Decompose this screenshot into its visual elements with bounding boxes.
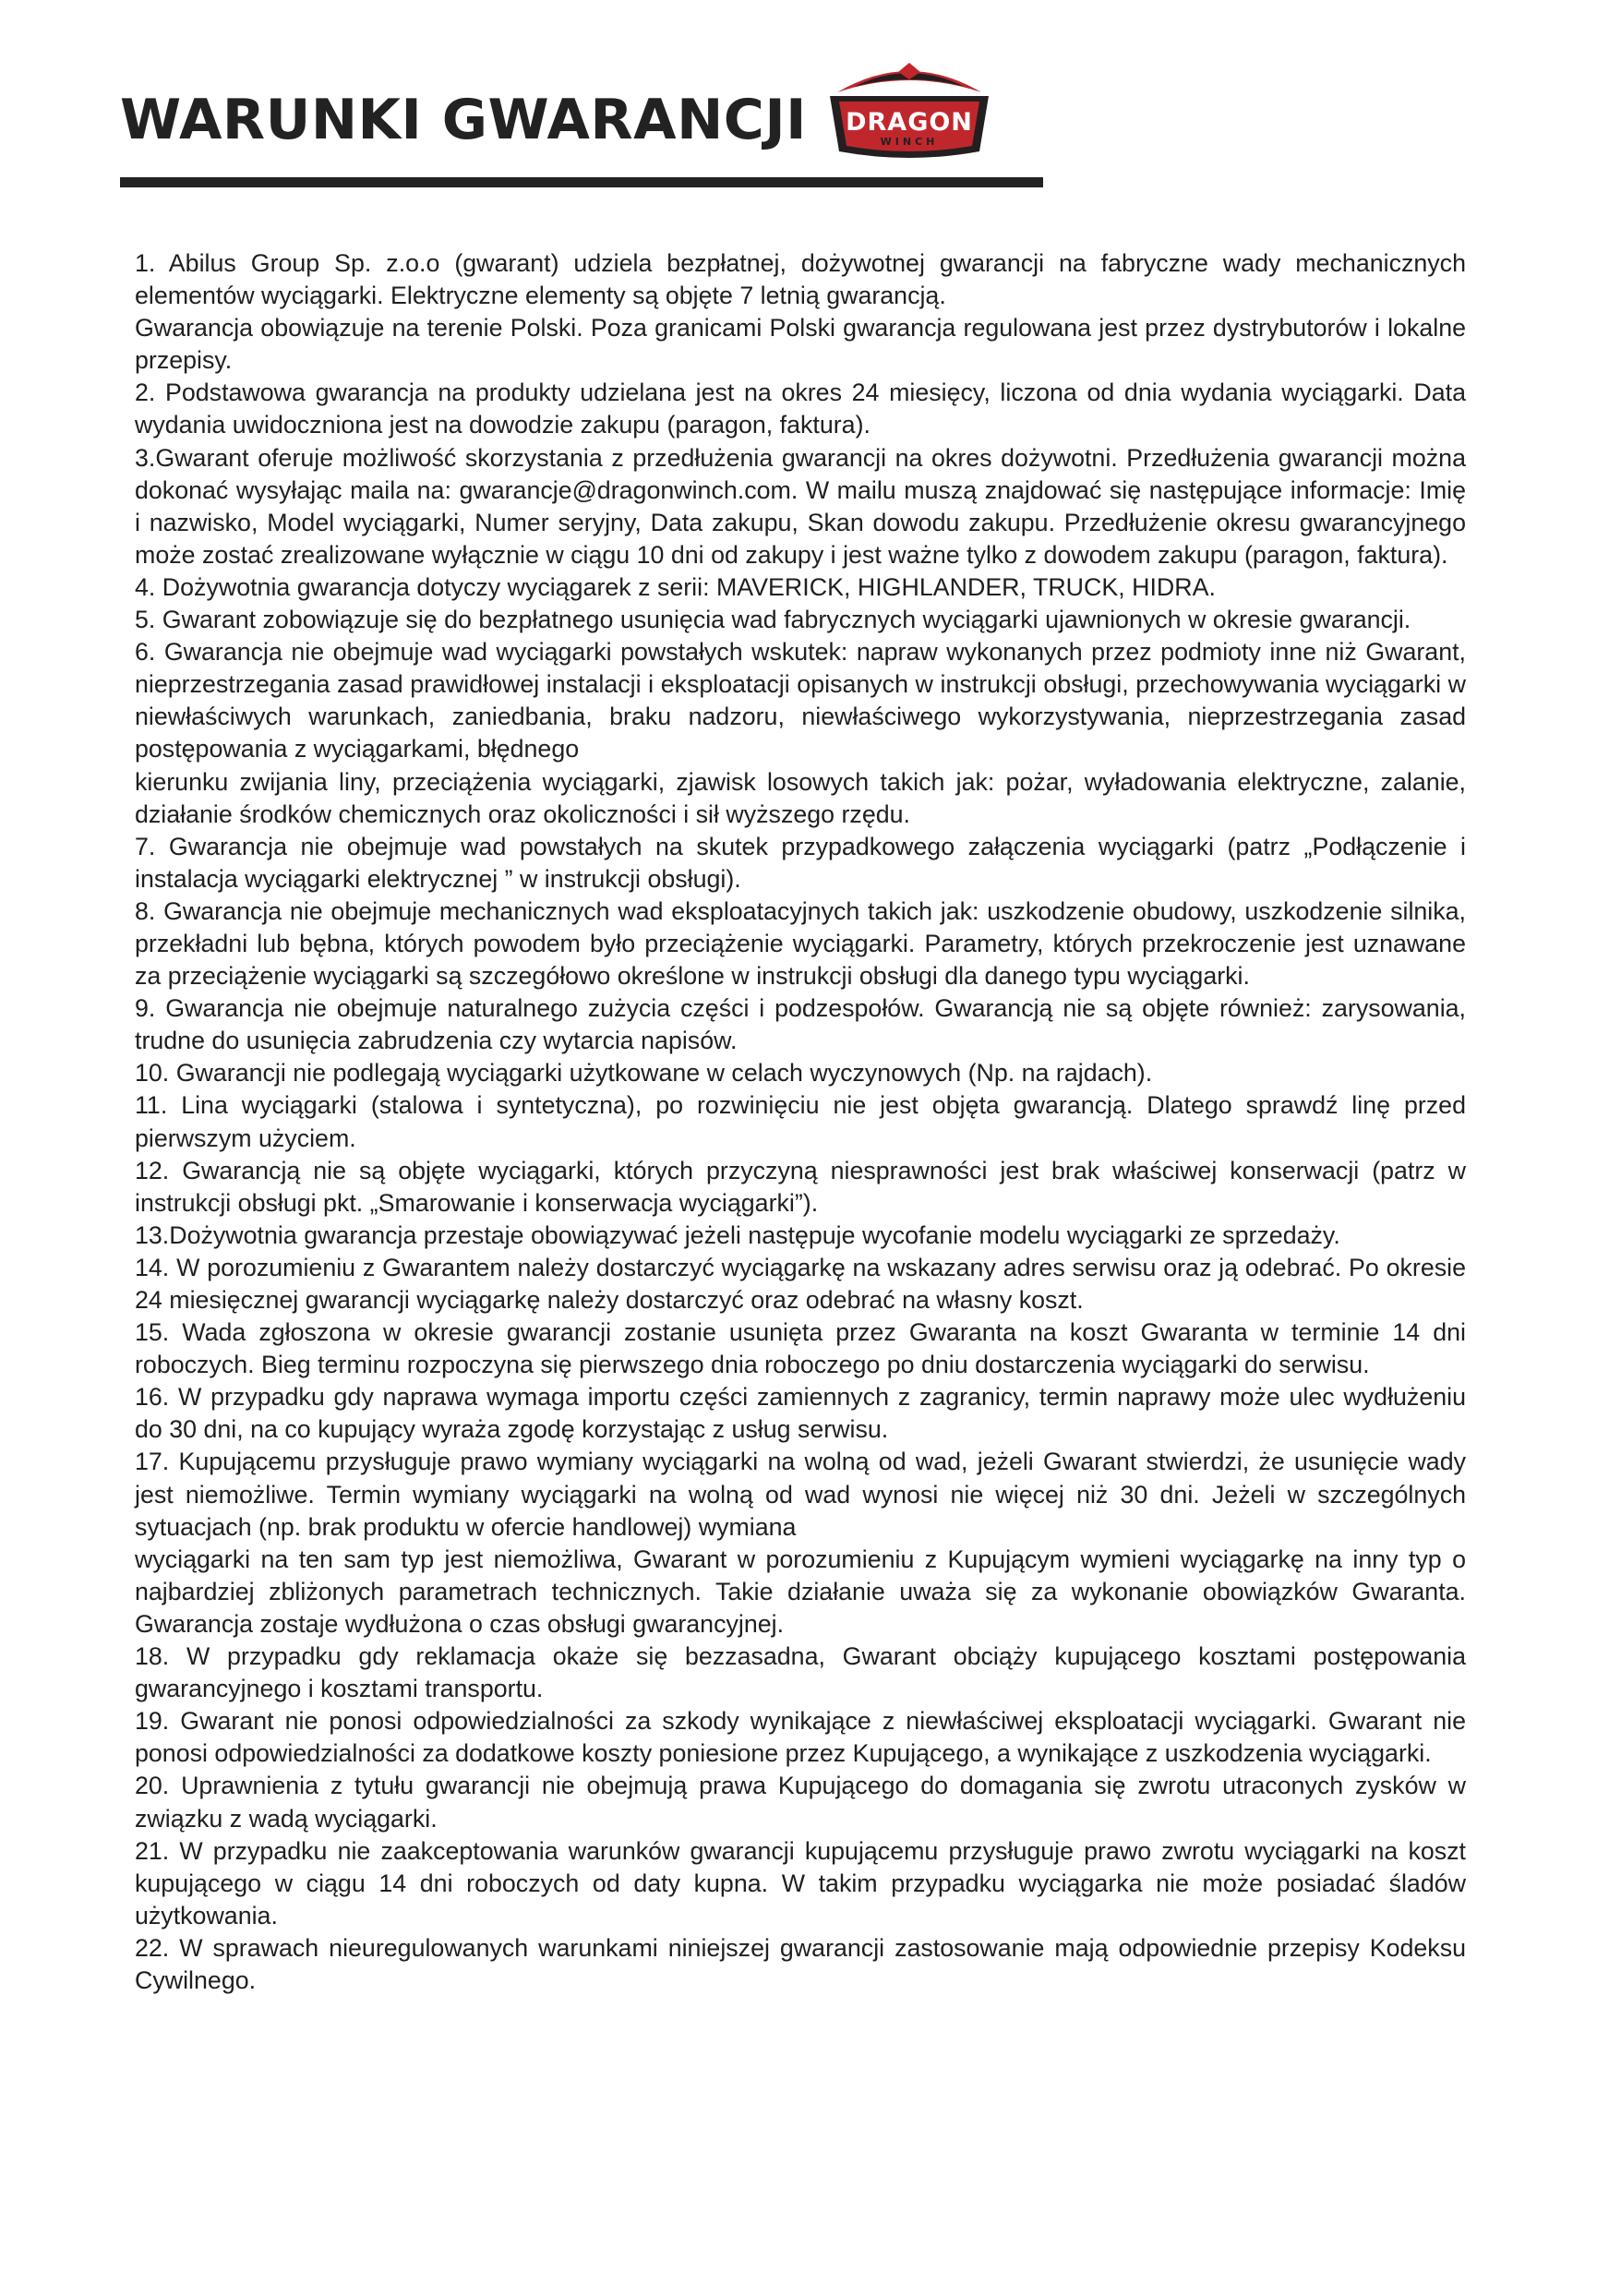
- clause-16: 16. W przypadku gdy naprawa wymaga importu części zamiennych z zagranicy, termin naprawy może ulec wydłużeniu do 30 dni, na co kupujący wyraża zgodę korzystając z usług serwisu.: [135, 1383, 1466, 1444]
- page-header: [120, 55, 1043, 194]
- clause-9: 9. Gwarancja nie obejmuje naturalnego zużycia części i podzespołów. Gwarancją nie są objęte również: zarysowania, trudne do usunięcia zabrudzenia czy wytarcia napisów.: [135, 994, 1466, 1055]
- clause-20: 20. Uprawnienia z tytułu gwarancji nie obejmują prawa Kupującego do domagania się zwrotu utraconych zysków w związku z wadą wyciągarki.: [135, 1772, 1466, 1833]
- clause-18: 18. W przypadku gdy reklamacja okaże się bezzasadna, Gwarant obciąży kupującego kosztami postępowania gwarancyjnego i kosztami transportu.: [135, 1642, 1466, 1703]
- clause-17-continued: wyciągarki na ten sam typ jest niemożliwa, Gwarant w porozumieniu z Kupującym wymieni wyciągarkę na inny typ o najbardziej zbliżonych parametrach technicznych. Takie działanie uważa się za wykonanie obowiązków Gwaranta. Gwarancja zostaje wydłużona o czas obsługi gwarancyjnej.: [135, 1545, 1466, 1638]
- clause-1-territory: Gwarancja obowiązuje na terenie Polski. Poza granicami Polski gwarancja regulowana jest przez dystrybutorów i lokalne przepisy.: [135, 314, 1466, 375]
- clause-13: 13.Dożywotnia gwarancja przestaje obowiązywać jeżeli następuje wycofanie modelu wyciągarki ze sprzedaży.: [135, 1220, 1340, 1249]
- header-divider: [120, 177, 1043, 187]
- clause-6: 6. Gwarancja nie obejmuje wad wyciągarki powstałych wskutek: napraw wykonanych przez podmioty inne niż Gwarant, nieprzestrzegania zasad prawidłowej instalacji i eksploatacji opisanych w instrukcji obsługi, przechowywania wyciągarki w niewłaściwych warunkach, zaniedbania, braku nadzoru, niewłaściwego wykorzystywania, nieprzestrzegania zasad postępowania z wyciągarkami, błędnego: [135, 638, 1466, 763]
- clause-21: 21. W przypadku nie zaakceptowania warunków gwarancji kupującemu przysługuje prawo zwrotu wyciągarki na koszt kupującego w ciągu 14 dni roboczych od daty kupna. W takim przypadku wyciągarka nie może posiadać śladów użytkowania.: [135, 1836, 1466, 1929]
- clause-6-continued: kierunku zwijania liny, przeciążenia wyciągarki, zjawisk losowych takich jak: pożar, wyładowania elektryczne, zalanie, działanie środków chemicznych oraz okoliczności i sił wyższego rzędu.: [135, 767, 1466, 828]
- clause-4: 4. Dożywotnia gwarancja dotyczy wyciągarek z serii: MAVERICK, HIGHLANDER, TRUCK, HIDRA.: [135, 572, 1216, 601]
- warranty-terms: [135, 247, 1466, 1997]
- clause-17: 17. Kupującemu przysługuje prawo wymiany wyciągarki na wolną od wad, jeżeli Gwarant stwierdzi, że usunięcie wady jest niemożliwe. Termin wymiany wyciągarki na wolną od wad wynosi nie więcej niż 30 dni. Jeżeli w szczególnych sytuacjach (np. brak produktu w ofercie handlowej) wymiana: [135, 1448, 1466, 1541]
- page-title: WARUNKI GWARANCJI: [120, 88, 807, 152]
- clause-14: 14. W porozumieniu z Gwarantem należy dostarczyć wyciągarkę na wskazany adres serwisu oraz ją odebrać. Po okresie 24 miesięcznej gwarancji wyciągarkę należy dostarczyć oraz odebrać na własny koszt.: [135, 1253, 1466, 1314]
- clause-8: 8. Gwarancja nie obejmuje mechanicznych wad eksploatacyjnych takich jak: uszkodzenie obudowy, uszkodzenie silnika, przekładni lub bębna, których powodem było przeciążenie wyciągarki. Parametry, których przekroczenie jest uznawane za przeciążenie wyciągarki są szczegółowo określone w instrukcji obsługi dla danego typu wyciągarki.: [135, 896, 1466, 991]
- clause-19: 19. Gwarant nie ponosi odpowiedzialności za szkody wynikające z niewłaściwej eksploatacji wyciągarki. Gwarant nie ponosi odpowiedzialności za dodatkowe koszty poniesione przez Kupującego, a wynikające z uszkodzenia wyciągarki.: [135, 1707, 1466, 1768]
- clause-22: 22. W sprawach nieuregulowanych warunkami niniejszej gwarancji zastosowanie mają odpowiednie przepisy Kodeksu Cywilnego.: [135, 1933, 1466, 1994]
- clause-3: 3.Gwarant oferuje możliwość skorzystania z przedłużenia gwarancji na okres dożywotni. Przedłużenia gwarancji można dokonać wysyłając maila na: gwarancje@dragonwinch.com. W mailu muszą znajdować się następujące informacje: Imię i nazwisko, Model wyciągarki, Numer seryjny, Data zakupu, Skan dowodu zakupu. Przedłużenie okresu gwarancyjnego może zostać zrealizowane wyłącznie w ciągu 10 dni od zakupy i jest ważne tylko z dowodem zakupu (paragon, faktura).: [135, 443, 1466, 569]
- clause-15: 15. Wada zgłoszona w okresie gwarancji zostanie usunięta przez Gwaranta na koszt Gwaranta w terminie 14 dni roboczych. Bieg terminu rozpoczyna się pierwszego dnia roboczego po dniu dostarczenia wyciągarki do serwisu.: [135, 1318, 1466, 1379]
- dragon-winch-logo: [817, 55, 1002, 166]
- clause-7: 7. Gwarancja nie obejmuje wad powstałych na skutek przypadkowego załączenia wyciągarki (patrz „Podłączenie i instalacja wyciągarki elektrycznej ” w instrukcji obsługi).: [135, 832, 1466, 893]
- clause-5: 5. Gwarant zobowiązuje się do bezpłatnego usunięcia wad fabrycznych wyciągarki ujawnionych w okresie gwarancji.: [135, 606, 1411, 634]
- clause-11: 11. Lina wyciągarki (stalowa i syntetyczna), po rozwinięciu nie jest objęta gwarancją. Dlatego sprawdź linę przed pierwszym użyciem.: [135, 1091, 1466, 1152]
- clause-10: 10. Gwarancji nie podlegają wyciągarki użytkowane w celach wyczynowych (Np. na rajdach).: [135, 1059, 1153, 1088]
- clause-2: 2. Podstawowa gwarancja na produkty udzielana jest na okres 24 miesięcy, liczona od dnia wydania wyciągarki. Data wydania uwidoczniona jest na dowodzie zakupu (paragon, faktura).: [135, 379, 1466, 439]
- logo-word-dragon: DRAGON: [846, 108, 973, 137]
- clause-12: 12. Gwarancją nie są objęte wyciągarki, których przyczyną niesprawności jest brak właściwej konserwacji (patrz w instrukcji obsługi pkt. „Smarowanie i konserwacja wyciągarki”).: [135, 1156, 1466, 1217]
- clause-1: 1. Abilus Group Sp. z.o.o (gwarant) udziela bezpłatnej, dożywotnej gwarancji na fabryczne wady mechanicznych elementów wyciągarki. Elektryczne elementy są objęte 7 letnią gwarancją.: [135, 249, 1466, 310]
- logo-word-winch: WINCH: [880, 136, 939, 148]
